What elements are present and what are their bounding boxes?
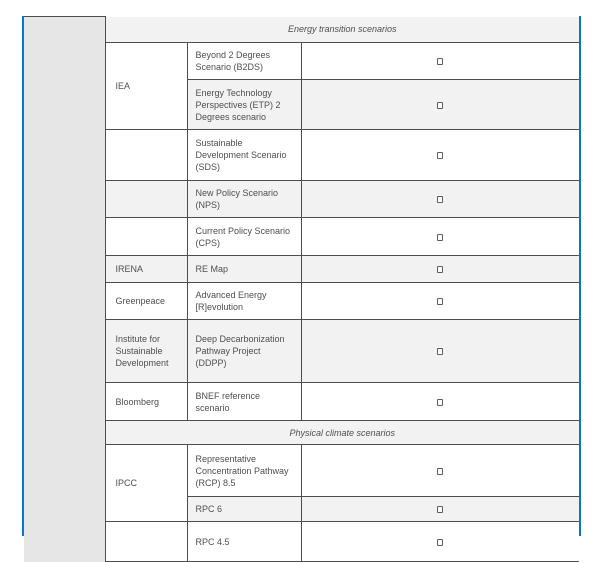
section-header-energy: Energy transition scenarios (105, 17, 579, 43)
checkbox-icon[interactable] (437, 58, 443, 65)
scenario-cell-rcp85: Representative Concentration Pathway (RCP) 8.5 (187, 445, 301, 497)
scenario-cell-sds: Sustainable Development Scenario (SDS) (187, 130, 301, 181)
checkbox-cell (301, 181, 579, 218)
checkbox-icon[interactable] (437, 196, 443, 203)
scenario-cell-b2ds: Beyond 2 Degrees Scenario (B2DS) (187, 43, 301, 80)
scenario-cell-rpc45: RPC 4.5 (187, 522, 301, 562)
section-header-physical: Physical climate scenarios (105, 421, 579, 445)
org-cell-empty (105, 130, 187, 181)
checkbox-cell (301, 218, 579, 256)
checkbox-cell (301, 130, 579, 181)
org-cell-iea: IEA (105, 43, 187, 130)
scenario-cell-remap: RE Map (187, 256, 301, 283)
checkbox-cell (301, 256, 579, 283)
checkbox-icon[interactable] (437, 152, 443, 159)
checkbox-cell (301, 497, 579, 522)
org-cell-greenpeace: Greenpeace (105, 283, 187, 320)
org-cell-empty (105, 522, 187, 562)
checkbox-cell (301, 43, 579, 80)
org-cell-empty (105, 218, 187, 256)
org-cell-irena: IRENA (105, 256, 187, 283)
checkbox-icon[interactable] (437, 506, 443, 513)
checkbox-icon[interactable] (437, 348, 443, 355)
checkbox-cell (301, 80, 579, 130)
checkbox-cell (301, 283, 579, 320)
checkbox-icon[interactable] (437, 234, 443, 241)
scenario-table-container (22, 16, 581, 547)
checkbox-cell (301, 522, 579, 562)
scenario-table (24, 16, 579, 562)
org-cell-ipcc: IPCC (105, 445, 187, 522)
scenario-cell-ddpp: Deep Decarbonization Pathway Project (DDPP) (187, 320, 301, 383)
checkbox-cell (301, 383, 579, 421)
checkbox-icon[interactable] (437, 468, 443, 475)
org-cell-bloomberg: Bloomberg (105, 383, 187, 421)
left-spacer-column (24, 17, 105, 562)
scenario-cell-cps: Current Policy Scenario (CPS) (187, 218, 301, 256)
checkbox-icon[interactable] (437, 399, 443, 406)
scenario-cell-bnef: BNEF reference scenario (187, 383, 301, 421)
org-cell-empty (105, 181, 187, 218)
checkbox-icon[interactable] (437, 539, 443, 546)
scenario-cell-etp: Energy Technology Perspectives (ETP) 2 Degrees scenario (187, 80, 301, 130)
checkbox-icon[interactable] (437, 102, 443, 109)
scenario-cell-rpc6: RPC 6 (187, 497, 301, 522)
checkbox-cell (301, 445, 579, 497)
scenario-cell-nps: New Policy Scenario (NPS) (187, 181, 301, 218)
checkbox-cell (301, 320, 579, 383)
scenario-cell-aer: Advanced Energy [R]evolution (187, 283, 301, 320)
org-cell-isd: Institute for Sustainable Development (105, 320, 187, 383)
checkbox-icon[interactable] (437, 266, 443, 273)
checkbox-icon[interactable] (437, 298, 443, 305)
